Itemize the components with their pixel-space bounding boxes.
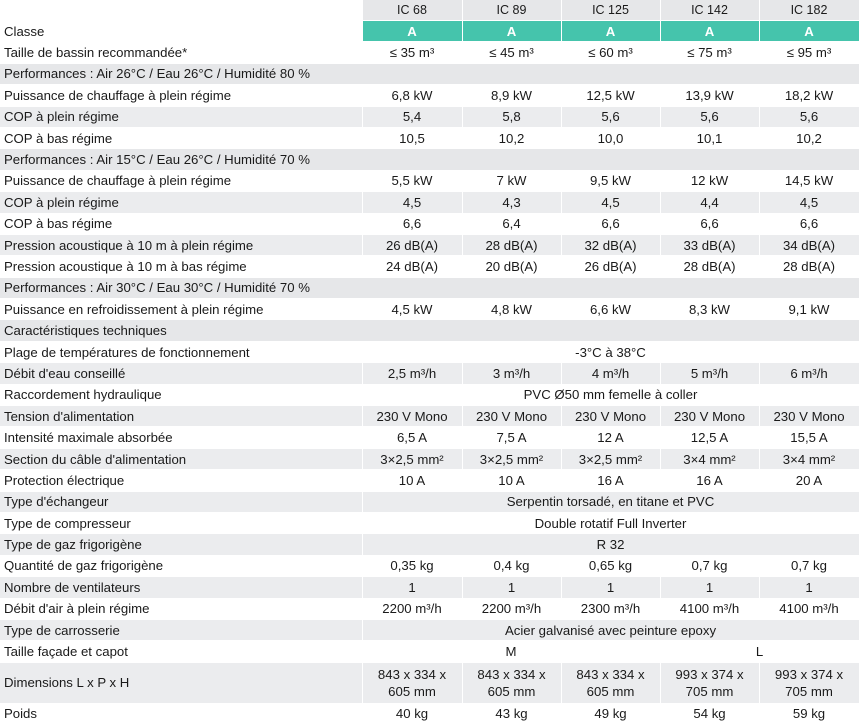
spec-value: 4,3 <box>462 192 561 213</box>
spec-value: 12 A <box>561 427 660 448</box>
spec-value: 40 kg <box>362 703 462 724</box>
spec-value: 6,6 <box>561 213 660 234</box>
model-header: IC 89 <box>462 0 561 21</box>
spec-value: 5,8 <box>462 106 561 127</box>
spec-value: 5,6 <box>561 106 660 127</box>
spec-value: 10 A <box>462 470 561 491</box>
section-heading-row <box>0 149 859 170</box>
spec-value: 9,1 kW <box>759 299 859 320</box>
spec-value: 2300 m³/h <box>561 598 660 619</box>
row-label: COP à bas régime <box>0 213 362 234</box>
spec-value: 993 x 374 x 705 mm <box>660 662 759 703</box>
spec-value: 1 <box>759 577 859 598</box>
spec-row <box>0 85 859 106</box>
row-label: Quantité de gaz frigorigène <box>0 555 362 576</box>
model-header: IC 125 <box>561 0 660 21</box>
spec-value: 2200 m³/h <box>362 598 462 619</box>
row-label: Type de gaz frigorigène <box>0 534 362 555</box>
spec-value-group: L <box>660 641 859 662</box>
spec-row <box>0 619 859 640</box>
spec-value: 1 <box>660 577 759 598</box>
spec-row <box>0 703 859 724</box>
spec-value: 54 kg <box>660 703 759 724</box>
row-label: Poids <box>0 703 362 724</box>
row-label: COP à plein régime <box>0 192 362 213</box>
row-label: Plage de températures de fonctionnement <box>0 341 362 362</box>
spec-value: 843 x 334 x 605 mm <box>362 662 462 703</box>
spec-row <box>0 406 859 427</box>
spec-row <box>0 170 859 191</box>
spec-row <box>0 641 859 662</box>
spec-value: 33 dB(A) <box>660 234 759 255</box>
row-label: Taille façade et capot <box>0 641 362 662</box>
spec-value: 43 kg <box>462 703 561 724</box>
spec-value: 5,6 <box>660 106 759 127</box>
spec-row <box>0 299 859 320</box>
spec-row <box>0 662 859 703</box>
energy-class-badge: A <box>660 21 759 42</box>
spec-value: 6,6 <box>759 213 859 234</box>
spec-value: 10,5 <box>362 127 462 148</box>
spec-value: 26 dB(A) <box>561 256 660 277</box>
spec-value: 10,2 <box>759 127 859 148</box>
spec-value: 26 dB(A) <box>362 234 462 255</box>
spec-value: ≤ 35 m³ <box>362 42 462 63</box>
spec-value: 6,6 kW <box>561 299 660 320</box>
section-heading: Performances : Air 30°C / Eau 30°C / Humidité 70 % <box>0 277 859 298</box>
spec-value: 230 V Mono <box>362 406 462 427</box>
spec-value-all-models: Serpentin torsadé, en titane et PVC <box>362 491 859 512</box>
spec-row <box>0 192 859 213</box>
spec-value: 24 dB(A) <box>362 256 462 277</box>
model-header: IC 142 <box>660 0 759 21</box>
spec-value: 10 A <box>362 470 462 491</box>
spec-value: 8,3 kW <box>660 299 759 320</box>
spec-row <box>0 256 859 277</box>
class-row <box>0 21 859 42</box>
row-label: Intensité maximale absorbée <box>0 427 362 448</box>
energy-class-badge: A <box>759 21 859 42</box>
row-label: Protection électrique <box>0 470 362 491</box>
spec-value: 5,4 <box>362 106 462 127</box>
row-label: Dimensions L x P x H <box>0 662 362 703</box>
spec-value: 4 m³/h <box>561 363 660 384</box>
row-label: COP à plein régime <box>0 106 362 127</box>
spec-row <box>0 234 859 255</box>
spec-value-all-models: Acier galvanisé avec peinture epoxy <box>362 619 859 640</box>
row-label: Type de carrosserie <box>0 619 362 640</box>
spec-value: ≤ 60 m³ <box>561 42 660 63</box>
model-header: IC 68 <box>362 0 462 21</box>
spec-value: 3×4 mm² <box>660 448 759 469</box>
spec-row <box>0 491 859 512</box>
spec-value: 230 V Mono <box>759 406 859 427</box>
spec-value: 5,6 <box>759 106 859 127</box>
spec-row <box>0 577 859 598</box>
spec-value: 10,1 <box>660 127 759 148</box>
spec-value: 4100 m³/h <box>660 598 759 619</box>
spec-value: 6,4 <box>462 213 561 234</box>
spec-value: 6,6 <box>660 213 759 234</box>
spec-value: 10,2 <box>462 127 561 148</box>
spec-row <box>0 598 859 619</box>
spec-value: 28 dB(A) <box>462 234 561 255</box>
spec-row <box>0 534 859 555</box>
spec-value: 6,8 kW <box>362 85 462 106</box>
spec-row <box>0 427 859 448</box>
spec-row <box>0 363 859 384</box>
spec-value: 20 dB(A) <box>462 256 561 277</box>
spec-value: 6 m³/h <box>759 363 859 384</box>
spec-value: 20 A <box>759 470 859 491</box>
spec-row <box>0 341 859 362</box>
spec-value: 49 kg <box>561 703 660 724</box>
spec-row <box>0 448 859 469</box>
spec-value: 4100 m³/h <box>759 598 859 619</box>
spec-value-all-models: -3°C à 38°C <box>362 341 859 362</box>
spec-value-group: M <box>362 641 660 662</box>
spec-value: ≤ 45 m³ <box>462 42 561 63</box>
spec-value: 28 dB(A) <box>660 256 759 277</box>
spec-value: 7,5 A <box>462 427 561 448</box>
spec-value: 9,5 kW <box>561 170 660 191</box>
spec-value: 3×2,5 mm² <box>561 448 660 469</box>
spec-value: 230 V Mono <box>462 406 561 427</box>
spec-value-all-models: PVC Ø50 mm femelle à coller <box>362 384 859 405</box>
spec-value: 1 <box>462 577 561 598</box>
row-label: Débit d'eau conseillé <box>0 363 362 384</box>
spec-value: 0,4 kg <box>462 555 561 576</box>
spec-value: 0,7 kg <box>660 555 759 576</box>
spec-value: 4,5 <box>759 192 859 213</box>
spec-value: 12,5 kW <box>561 85 660 106</box>
row-label: Nombre de ventilateurs <box>0 577 362 598</box>
spec-value: ≤ 75 m³ <box>660 42 759 63</box>
spec-value: 6,5 A <box>362 427 462 448</box>
spec-row <box>0 106 859 127</box>
row-label: COP à bas régime <box>0 127 362 148</box>
section-heading-row <box>0 63 859 84</box>
spec-value: 4,8 kW <box>462 299 561 320</box>
spec-row <box>0 384 859 405</box>
spec-value: 3×2,5 mm² <box>462 448 561 469</box>
row-label: Raccordement hydraulique <box>0 384 362 405</box>
spec-value: 0,7 kg <box>759 555 859 576</box>
spec-value: 843 x 334 x 605 mm <box>462 662 561 703</box>
section-heading-row <box>0 277 859 298</box>
spec-value: 12 kW <box>660 170 759 191</box>
spec-value: 0,65 kg <box>561 555 660 576</box>
spec-value: 28 dB(A) <box>759 256 859 277</box>
header-spacer <box>0 0 362 21</box>
spec-value: 1 <box>362 577 462 598</box>
row-label: Puissance de chauffage à plein régime <box>0 170 362 191</box>
row-label: Section du câble d'alimentation <box>0 448 362 469</box>
spec-value: 3 m³/h <box>462 363 561 384</box>
row-label: Pression acoustique à 10 m à plein régime <box>0 234 362 255</box>
spec-row <box>0 42 859 63</box>
spec-value: 4,5 <box>561 192 660 213</box>
spec-value: 8,9 kW <box>462 85 561 106</box>
spec-value: 0,35 kg <box>362 555 462 576</box>
spec-value: 32 dB(A) <box>561 234 660 255</box>
spec-row <box>0 470 859 491</box>
spec-value: 34 dB(A) <box>759 234 859 255</box>
spec-value: 993 x 374 x 705 mm <box>759 662 859 703</box>
spec-value-all-models: R 32 <box>362 534 859 555</box>
spec-value: 230 V Mono <box>660 406 759 427</box>
spec-value: 6,6 <box>362 213 462 234</box>
spec-row <box>0 555 859 576</box>
spec-value: 5,5 kW <box>362 170 462 191</box>
spec-value: ≤ 95 m³ <box>759 42 859 63</box>
section-heading-row <box>0 320 859 341</box>
model-header-row <box>0 0 859 21</box>
row-label: Puissance en refroidissement à plein régime <box>0 299 362 320</box>
spec-value: 843 x 334 x 605 mm <box>561 662 660 703</box>
spec-value: 7 kW <box>462 170 561 191</box>
spec-value: 16 A <box>660 470 759 491</box>
spec-value: 5 m³/h <box>660 363 759 384</box>
spec-value: 1 <box>561 577 660 598</box>
spec-value: 10,0 <box>561 127 660 148</box>
spec-value: 18,2 kW <box>759 85 859 106</box>
row-label: Débit d'air à plein régime <box>0 598 362 619</box>
specifications-body <box>0 21 859 725</box>
spec-value: 4,4 <box>660 192 759 213</box>
spec-value: 13,9 kW <box>660 85 759 106</box>
spec-row <box>0 512 859 533</box>
spec-value: 2,5 m³/h <box>362 363 462 384</box>
row-label: Type de compresseur <box>0 512 362 533</box>
spec-value: 15,5 A <box>759 427 859 448</box>
model-header: IC 182 <box>759 0 859 21</box>
spec-value: 3×2,5 mm² <box>362 448 462 469</box>
spec-value: 4,5 <box>362 192 462 213</box>
spec-row <box>0 213 859 234</box>
spec-value: 14,5 kW <box>759 170 859 191</box>
section-heading: Performances : Air 26°C / Eau 26°C / Humidité 80 % <box>0 63 859 84</box>
energy-class-badge: A <box>462 21 561 42</box>
spec-value: 2200 m³/h <box>462 598 561 619</box>
energy-class-badge: A <box>561 21 660 42</box>
spec-value: 230 V Mono <box>561 406 660 427</box>
spec-value-all-models: Double rotatif Full Inverter <box>362 512 859 533</box>
spec-value: 12,5 A <box>660 427 759 448</box>
spec-value: 3×4 mm² <box>759 448 859 469</box>
energy-class-badge: A <box>362 21 462 42</box>
section-heading: Caractéristiques techniques <box>0 320 859 341</box>
row-label: Pression acoustique à 10 m à bas régime <box>0 256 362 277</box>
spec-value: 4,5 kW <box>362 299 462 320</box>
spec-value: 16 A <box>561 470 660 491</box>
row-label: Puissance de chauffage à plein régime <box>0 85 362 106</box>
row-label: Tension d'alimentation <box>0 406 362 427</box>
spec-row <box>0 127 859 148</box>
row-label: Classe <box>0 21 362 42</box>
spec-value: 59 kg <box>759 703 859 724</box>
section-heading: Performances : Air 15°C / Eau 26°C / Humidité 70 % <box>0 149 859 170</box>
row-label: Taille de bassin recommandée* <box>0 42 362 63</box>
row-label: Type d'échangeur <box>0 491 362 512</box>
